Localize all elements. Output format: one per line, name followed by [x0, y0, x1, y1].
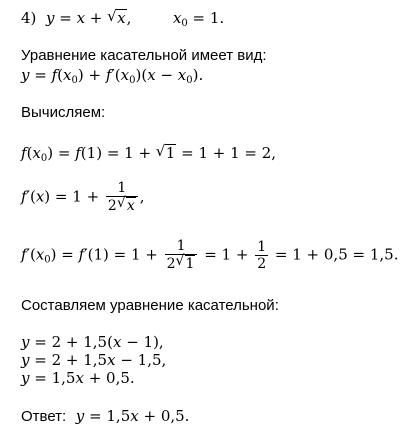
answer-label: Ответ:: [21, 408, 67, 425]
compute-label: Вычисляем:: [21, 104, 106, 121]
answer: [21, 407, 189, 426]
f-at-x0: $f(x_0) = f(1) = 1$ + √ 1 = 1 + 1 = 2,: [21, 142, 277, 164]
derivative-formula: f′(x) = 1 + 1 2 √ x ,: [21, 180, 145, 214]
initial-point: $x_0 = 1$.: [172, 9, 225, 29]
answer-value: y = 1,5x + 0,5.: [75, 407, 190, 425]
compose-line-3: y = 1,5x + 0,5.: [21, 369, 135, 387]
compose-line-2: y = 2 + 1,5x − 1,5,: [21, 351, 167, 369]
fraction: $\frac{1}{2}$: [257, 238, 267, 272]
fraction: 1 2 √ 1: [165, 238, 198, 273]
compose-label: Составляем уравнение касательной:: [21, 297, 279, 314]
tangent-form-label: Уравнение касательной имеет вид:: [21, 47, 267, 64]
problem-number: 4): [21, 9, 37, 27]
tangent-form-formula: $y = f(x_0) + f'(x_0)(x - x_0)$.: [21, 66, 204, 86]
fraction: 1 2 √ x: [106, 180, 138, 215]
problem-statement: 4) y = x + √ x, $x_0 = 1$.: [21, 7, 225, 29]
compose-line-1: y = 2 + 1,5(x − 1),: [21, 333, 164, 351]
derivative-at-x0: $f'(x_0) = f'(1) = 1$ + 1 2 √ 1 = 1 + $\frac{1}{2}$ = 1 + 0,5 = 1,5.: [21, 238, 399, 272]
